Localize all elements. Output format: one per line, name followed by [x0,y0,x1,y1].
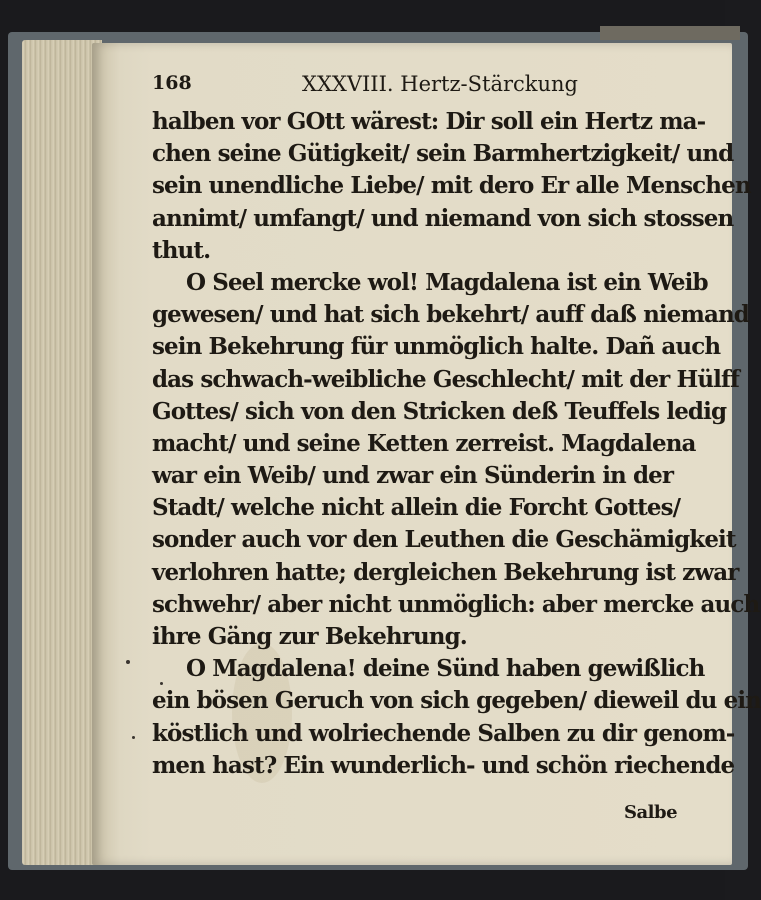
ink-speck [132,736,135,739]
text-line: schwehr/ aber nicht unmöglich: aber mercke auch [152,590,760,618]
text-line: men hast? Ein wunderlich- und schön riechende [152,751,735,779]
text-line: O Seel mercke wol! Magdalena ist ein Weib [186,268,708,296]
text-line: sein unendliche Liebe/ mit dero Er alle Menschen [152,172,751,200]
text-line: ein bösen Geruch von sich gegeben/ dieweil du ein [152,687,761,715]
text-line: das schwach-weibliche Geschlecht/ mit der Hülff [152,365,739,393]
page-header [152,72,692,106]
text-line: macht/ und seine Ketten zerreist. Magdalena [152,429,696,457]
page-text [152,72,761,823]
text-line: sonder auch vor den Leuthen die Geschämigkeit [152,526,736,554]
text-line: thut. [152,236,211,264]
ink-speck [126,660,130,664]
text-line: Gottes/ sich von den Stricken deß Teuffels ledig [152,397,727,425]
text-line: halben vor GOtt wärest: Dir soll ein Hertz ma- [152,108,706,135]
text-line: köstlich und wolriechende Salben zu dir genom- [152,719,735,747]
running-head: XXXVIII. Hertz-Stärckung [302,72,578,96]
text-line: war ein Weib/ und zwar ein Sünderin in der [152,462,674,490]
text-line: ihre Gäng zur Bekehrung. [152,623,467,650]
page-edges [22,40,102,865]
text-line: annimt/ umfangt/ und niemand von sich stossen [152,204,734,232]
text-line: verlohren hatte; dergleichen Bekehrung ist zwar [152,558,739,586]
page-number: 168 [152,72,192,94]
text-line: gewesen/ und hat sich bekehrt/ auff daß niemand [152,301,749,329]
text-line: chen seine Gütigkeit/ sein Barmhertzigkeit/ und [152,140,734,168]
book-cover-edge [600,26,740,40]
catchword: Salbe [624,802,678,823]
text-line: Stadt/ welche nicht allein die Forcht Gottes/ [152,494,681,522]
text-line: O Magdalena! deine Sünd haben gewißlich [186,655,705,683]
text-line: sein Bekehrung für unmöglich halte. Dañ auch [152,333,721,361]
